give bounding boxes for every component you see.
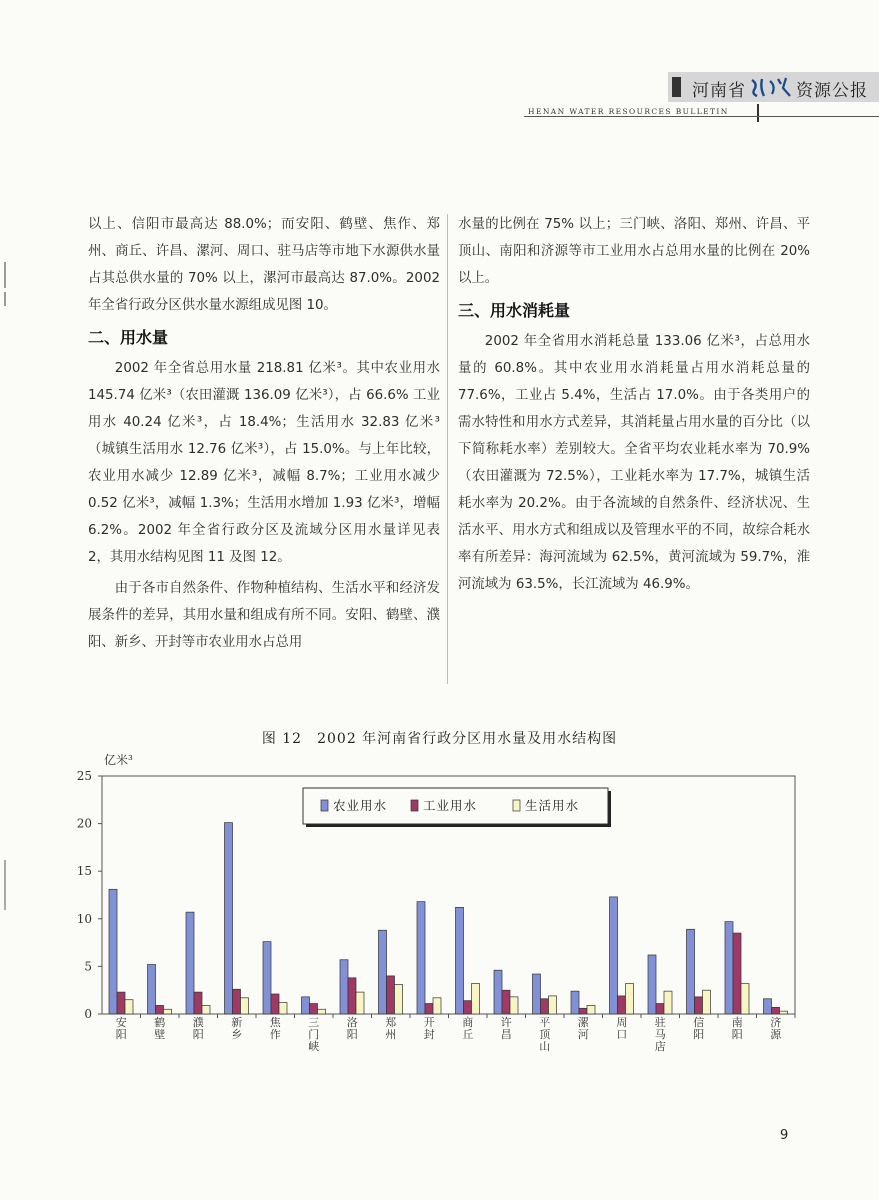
header-mark: [672, 77, 681, 97]
legend-swatch: [411, 800, 418, 811]
bar: [318, 1009, 326, 1014]
legend-label: 工业用水: [423, 798, 478, 813]
bar: [725, 922, 733, 1014]
x-tick-label: 郑州: [385, 1016, 397, 1041]
bar: [533, 974, 541, 1014]
bar: [472, 984, 480, 1014]
bar: [387, 976, 395, 1014]
column-divider: [447, 214, 448, 684]
page-number: 9: [780, 1128, 789, 1143]
figure-title: 图 12 2002 年河南省行政分区用水量及用水结构图: [261, 731, 618, 747]
bar: [579, 1008, 587, 1014]
header-subtitle: HENAN WATER RESOURCES BULLETIN: [528, 107, 729, 116]
bar: [117, 992, 125, 1014]
left-paragraph-2: 2002 年全省总用水量 218.81 亿米³。其中农业用水 145.74 亿米³（农田灌溉 136.09 亿米³），占 66.6% 工业用水 40.24 亿米³，占 18.4%；生活用水 32.83 亿米³（城镇生活用水 12.76 亿米³），占 15.0%。与上年比较，农业用水减少 12.89 亿米³，减幅 8.7%；工业用水减少 0.52 亿米³，减幅 1.3%；生活用水增加 1.93 亿米³，增幅 6.2%。2002 年全省行政分区及流域分区用水量详见表 2，其用水结构见图 11 及图 12。: [88, 361, 440, 565]
bar: [271, 994, 279, 1014]
bar: [310, 1004, 318, 1014]
bar: [733, 933, 741, 1014]
header-title: [692, 74, 868, 102]
bar: [225, 823, 233, 1014]
header-tick: [757, 104, 759, 122]
bar: [510, 997, 518, 1014]
bar: [618, 996, 626, 1014]
bar: [703, 990, 711, 1014]
bar: [379, 930, 387, 1014]
bar: [664, 991, 672, 1014]
x-tick-label: 安阳: [115, 1016, 127, 1041]
right-paragraph-1: 水量的比例在 75% 以上；三门峡、洛阳、郑州、许昌、平顶山、南阳和济源等市工业用水占总用水量的比例在 20% 以上。: [458, 217, 810, 286]
x-tick-label: 洛阳: [346, 1016, 358, 1041]
water-use-bar-chart: [0, 748, 879, 1078]
bar: [610, 897, 618, 1014]
x-tick-label: 焦作: [269, 1016, 281, 1041]
x-tick-label: 新乡: [231, 1016, 243, 1041]
x-tick-label: 南阳: [731, 1016, 743, 1041]
x-tick-label: 漯河: [577, 1016, 589, 1041]
x-tick-label: 驻马店: [654, 1016, 666, 1053]
section-heading-water-use: 二、用水量: [88, 328, 169, 347]
bar: [687, 929, 695, 1014]
bar: [464, 1001, 472, 1014]
bar: [780, 1011, 788, 1014]
x-tick-label: 开封: [423, 1016, 435, 1041]
header-rule: [524, 116, 879, 117]
header-title-left: 河南省: [692, 80, 746, 101]
y-tick-label: 20: [76, 816, 92, 831]
water-logo-icon: [748, 76, 794, 100]
bar: [549, 996, 557, 1014]
section-heading-consumption: 三、用水消耗量: [458, 301, 571, 320]
left-column: [88, 211, 440, 656]
bar: [186, 912, 194, 1014]
legend-label: 生活用水: [525, 798, 580, 813]
x-tick-label: 鹤壁: [154, 1016, 166, 1041]
bar: [164, 1009, 172, 1014]
scan-mark: [4, 292, 6, 306]
x-tick-label: 周口: [616, 1016, 628, 1041]
bar: [395, 984, 403, 1014]
left-paragraph-3: 由于各市自然条件、作物种植结构、生活水平和经济发展条件的差异，其用水量和组成有所不同。安阳、鹤壁、濮阳、新乡、开封等市农业用水占总用: [88, 581, 440, 650]
y-tick-label: 0: [84, 1007, 92, 1021]
bar: [348, 978, 356, 1014]
bar: [541, 999, 549, 1014]
bar: [648, 955, 656, 1014]
right-column: [458, 211, 810, 598]
bar: [233, 989, 241, 1014]
bar: [202, 1005, 210, 1014]
bar: [587, 1005, 595, 1014]
bar: [279, 1003, 287, 1014]
right-paragraph-2: 2002 年全省用水消耗总量 133.06 亿米³，占总用水量的 60.8%。其中农业用水消耗量占用水消耗总量的 77.6%，工业占 5.4%，生活占 17.0%。由于各类用户的需水特性和用水方式差异，其消耗量占用水量的百分比（以下简称耗水率）差别较大。全省平均农业耗水率为 70.9%（农田灌溉为 72.5%），工业耗水率为 17.7%，城镇生活耗水率为 20.2%。由于各流域的自然条件、经济状况、生活水平、用水方式和组成以及管理水平的不同，故综合耗水率有所差异：海河流域为 62.5%，黄河流域为 59.7%，淮河流域为 63.5%，长江流域为 46.9%。: [458, 334, 810, 592]
y-tick-label: 25: [76, 769, 92, 783]
y-tick-label: 10: [76, 911, 92, 926]
x-tick-label: 濮阳: [192, 1016, 204, 1041]
bar: [626, 984, 634, 1014]
bar: [109, 889, 117, 1014]
y-axis-label: 亿米³: [104, 753, 133, 767]
x-tick-label: 许昌: [500, 1016, 512, 1041]
bar: [772, 1007, 780, 1014]
bar: [425, 1004, 433, 1014]
x-tick-label: 信阳: [693, 1016, 705, 1041]
y-tick-label: 15: [76, 864, 92, 879]
bar: [456, 907, 464, 1014]
bar: [340, 960, 348, 1014]
x-tick-label: 济源: [770, 1016, 782, 1041]
bar: [695, 997, 703, 1014]
x-tick-label: 三门峡: [308, 1016, 320, 1053]
legend-label: 农业用水: [333, 798, 388, 813]
bar: [417, 902, 425, 1014]
left-paragraph-1: 以上、信阳市最高达 88.0%；而安阳、鹤壁、焦作、郑州、商丘、许昌、漯河、周口、驻马店等市地下水源供水量占其总供水量的 70% 以上，漯河市最高达 87.0%。2002 年全省行政分区供水量水源组成见图 10。: [88, 217, 440, 313]
bar: [125, 1000, 133, 1014]
bar: [741, 984, 749, 1014]
scan-mark: [4, 262, 6, 288]
bar: [263, 942, 271, 1014]
legend-swatch: [513, 800, 520, 811]
bar: [494, 970, 502, 1014]
bar: [502, 990, 510, 1014]
x-tick-label: 商丘: [462, 1016, 474, 1041]
bar: [571, 991, 579, 1014]
y-tick-label: 5: [84, 959, 92, 974]
bar: [148, 964, 156, 1014]
bar: [356, 992, 364, 1014]
legend-swatch: [321, 800, 328, 811]
x-tick-label: 平顶山: [539, 1016, 551, 1053]
bar: [764, 999, 772, 1014]
bar: [302, 997, 310, 1014]
bar: [241, 998, 249, 1014]
bar: [656, 1004, 664, 1014]
bar: [194, 992, 202, 1014]
bar: [156, 1005, 164, 1014]
bar: [433, 998, 441, 1014]
header-title-right: 资源公报: [796, 80, 868, 101]
